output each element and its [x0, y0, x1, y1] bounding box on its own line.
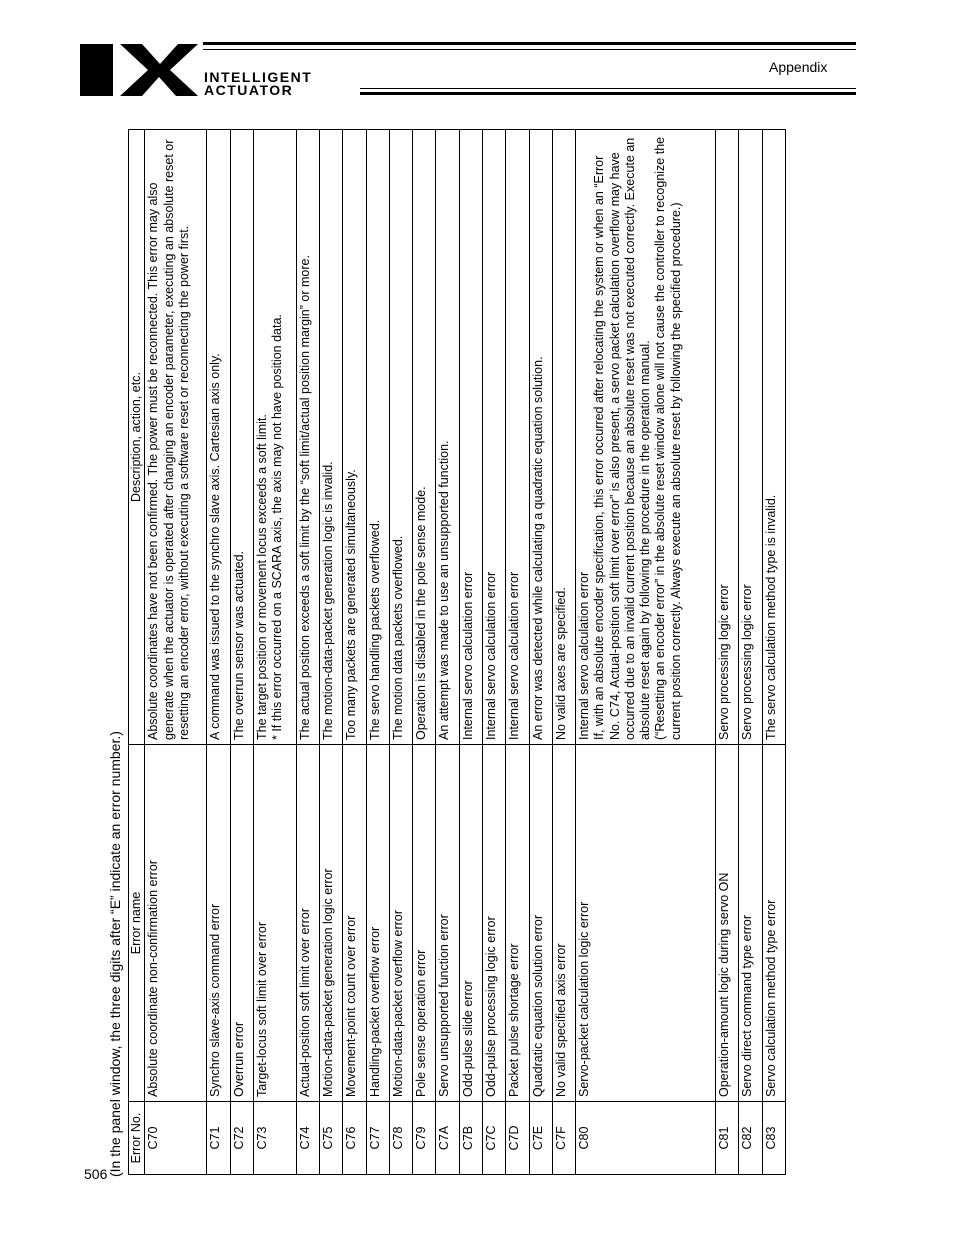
error-name-cell: Handling-packet overflow error: [366, 745, 389, 1102]
table-row: [254, 130, 297, 1175]
table-row: [207, 130, 230, 1175]
table-row: [716, 130, 739, 1175]
header-description: Description, action, etc.: [129, 130, 145, 745]
description-cell: Internal servo calculation error: [459, 130, 482, 745]
table-header-row: [129, 130, 145, 1175]
table-row: [320, 130, 343, 1175]
error-number-cell: C79: [413, 1102, 436, 1175]
table-note: (In the panel window, the three digits after “E” indicate an error number.): [107, 731, 123, 1177]
description-cell: A command was issued to the synchro slave axis. Cartesian axis only.: [207, 130, 230, 745]
description-cell: The servo calculation method type is invalid.: [762, 130, 785, 745]
table-row: [552, 130, 575, 1175]
header-error-no: Error No.: [129, 1102, 145, 1175]
table-row: [506, 130, 529, 1175]
description-cell: Internal servo calculation error: [482, 130, 505, 745]
description-cell: The target position or movement locus exceeds a soft limit. * If this error occurred on a SCARA axis, the axis may not have position data.: [254, 130, 297, 745]
description-cell: Internal servo calculation error If, with an absolute encoder specification, this error occurred after relocating the system or when an “Error No. C74, Actual-position soft limit over error” is also present, a servo packet calculation overflow may have occurred due to an invalid current position because an absolute reset was not executed correctly. Execute an absolute reset again by following the procedure in the operation manual. (“Resetting an encoder error” in the absolute reset window alone will not cause the controller to recognize the current position correctly. Always execute an absolute reset by following the specified procedure.): [576, 130, 716, 745]
error-number-cell: C82: [739, 1102, 762, 1175]
table-row: [343, 130, 366, 1175]
error-number-cell: C7E: [529, 1102, 552, 1175]
table-row: [762, 130, 785, 1175]
error-table-wrapper: [128, 130, 786, 1175]
table-row: [739, 130, 762, 1175]
table-row: [436, 130, 459, 1175]
error-number-cell: C74: [296, 1102, 319, 1175]
error-name-cell: Movement-point count over error: [343, 745, 366, 1102]
table-body: [145, 130, 786, 1175]
error-name-cell: Servo unsupported function error: [436, 745, 459, 1102]
error-number-cell: C7F: [552, 1102, 575, 1175]
table-row: [576, 130, 716, 1175]
error-name-cell: Operation-amount logic during servo ON: [716, 745, 739, 1102]
error-name-cell: No valid specified axis error: [552, 745, 575, 1102]
description-cell: Servo processing logic error: [716, 130, 739, 745]
error-name-cell: Motion-data-packet overflow error: [389, 745, 412, 1102]
error-number-cell: C7C: [482, 1102, 505, 1175]
description-cell: The servo handling packets overflowed.: [366, 130, 389, 745]
table-row: [230, 130, 253, 1175]
error-name-cell: Synchro slave-axis command error: [207, 745, 230, 1102]
error-name-cell: Absolute coordinate non-confirmation error: [145, 745, 207, 1102]
error-name-cell: Motion-data-packet generation logic error: [320, 745, 343, 1102]
error-number-cell: C73: [254, 1102, 297, 1175]
description-cell: Servo processing logic error: [739, 130, 762, 745]
description-cell: An attempt was made to use an unsupported function.: [436, 130, 459, 745]
error-number-cell: C71: [207, 1102, 230, 1175]
error-number-cell: C70: [145, 1102, 207, 1175]
description-cell: The motion-data-packet generation logic is invalid.: [320, 130, 343, 745]
error-number-cell: C7A: [436, 1102, 459, 1175]
error-number-cell: C7D: [506, 1102, 529, 1175]
error-name-cell: Servo-packet calculation logic error: [576, 745, 716, 1102]
description-cell: Too many packets are generated simultaneously.: [343, 130, 366, 745]
error-name-cell: Overrun error: [230, 745, 253, 1102]
error-table: [128, 129, 786, 1175]
description-cell: The actual position exceeds a soft limit by the “soft limit/actual position margin” or more.: [296, 130, 319, 745]
error-number-cell: C7B: [459, 1102, 482, 1175]
description-cell: Operation is disabled in the pole sense mode.: [413, 130, 436, 745]
error-number-cell: C77: [366, 1102, 389, 1175]
section-label: Appendix: [769, 59, 828, 75]
header-error-name: Error name: [129, 745, 145, 1102]
error-number-cell: C83: [762, 1102, 785, 1175]
error-name-cell: Packet pulse shortage error: [506, 745, 529, 1102]
error-name-cell: Target-locus soft limit over error: [254, 745, 297, 1102]
error-number-cell: C75: [320, 1102, 343, 1175]
error-number-cell: C76: [343, 1102, 366, 1175]
error-name-cell: Odd-pulse slide error: [459, 745, 482, 1102]
description-cell: Absolute coordinates have not been confirmed. The power must be reconnected. This error may also generate when the actuator is operated after changing an encoder parameter, executing an absolute reset or resetting an encoder error, without executing a software reset or reconnecting the power first.: [145, 130, 207, 745]
logo-line1: INTELLIGENT: [204, 69, 313, 85]
table-row: [389, 130, 412, 1175]
error-number-cell: C78: [389, 1102, 412, 1175]
error-name-cell: Quadratic equation solution error: [529, 745, 552, 1102]
description-cell: The overrun sensor was actuated.: [230, 130, 253, 745]
error-number-cell: C80: [576, 1102, 716, 1175]
logo-line2: ACTUATOR: [204, 82, 294, 98]
error-number-cell: C81: [716, 1102, 739, 1175]
error-name-cell: Actual-position soft limit over error: [296, 745, 319, 1102]
error-number-cell: C72: [230, 1102, 253, 1175]
error-name-cell: Pole sense operation error: [413, 745, 436, 1102]
table-row: [296, 130, 319, 1175]
table-row: [529, 130, 552, 1175]
header-rule-lines: [203, 42, 856, 102]
table-row: [366, 130, 389, 1175]
description-cell: The motion data packets overflowed.: [389, 130, 412, 745]
table-row: [482, 130, 505, 1175]
description-cell: No valid axes are specified.: [552, 130, 575, 745]
table-row: [413, 130, 436, 1175]
description-cell: An error was detected while calculating a quadratic equation solution.: [529, 130, 552, 745]
error-name-cell: Servo calculation method type error: [762, 745, 785, 1102]
error-name-cell: Odd-pulse processing logic error: [482, 745, 505, 1102]
page-number: 506: [84, 1166, 108, 1182]
description-cell: Internal servo calculation error: [506, 130, 529, 745]
table-row: [145, 130, 207, 1175]
error-name-cell: Servo direct command type error: [739, 745, 762, 1102]
table-row: [459, 130, 482, 1175]
